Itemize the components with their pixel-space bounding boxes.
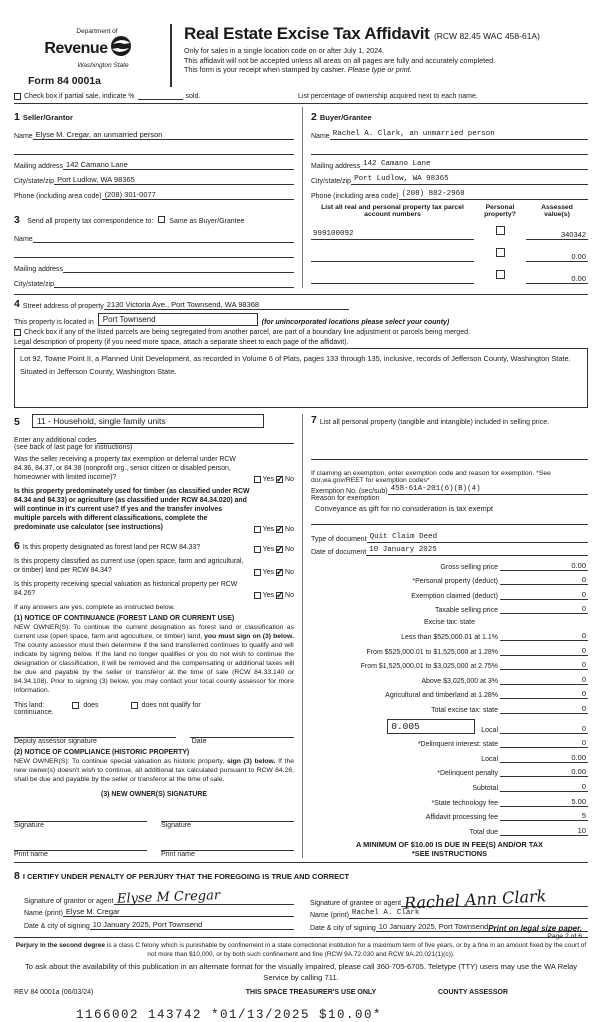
- parcel-number-field[interactable]: [311, 274, 474, 284]
- personal-property-heading: List all personal property (tangible and intangible) included in selling price.: [319, 419, 550, 426]
- q-predominate-no-checkbox[interactable]: [276, 526, 283, 533]
- legal-description-label: Legal description of property (if you need more space, attach a separate sheet to each page of the affidavit).: [14, 339, 349, 346]
- same-as-buyer-checkbox[interactable]: [158, 216, 165, 223]
- deputy-assessor-signature-field[interactable]: [14, 728, 176, 738]
- buyer-column: [302, 107, 588, 288]
- tier1-label: Less than $525,000.01 at 1.1%: [401, 633, 498, 641]
- assessed-value-field[interactable]: 0.00: [526, 252, 588, 262]
- buyer-mailing-label: Mailing address: [311, 163, 361, 170]
- form-number: Form 84 0001a: [28, 75, 101, 87]
- located-in-select[interactable]: Port Townsend: [98, 313, 258, 326]
- additional-codes-label: Enter any additional codes: [14, 437, 97, 444]
- buyer-city-field[interactable]: Port Ludlow, WA 98365: [351, 175, 588, 185]
- buyer-heading: Buyer/Grantee: [319, 113, 372, 122]
- section-4-number: 4: [14, 298, 20, 310]
- reason-for-exemption-label: Reason for exemption: [311, 495, 380, 502]
- revenue-wordmark: Revenue: [44, 39, 108, 57]
- agri-timber-value[interactable]: 0: [500, 689, 588, 699]
- total-excise-state-value[interactable]: 0: [500, 704, 588, 714]
- treasurer-use-label: THIS SPACE TREASURER'S USE ONLY: [245, 989, 377, 997]
- notice-compliance-title: (2) NOTICE OF COMPLIANCE (HISTORIC PROPERTY): [14, 749, 190, 757]
- tier4-value[interactable]: 0: [500, 675, 588, 685]
- no-label: No: [285, 546, 294, 554]
- same-as-buyer-label: Same as Buyer/Grantee: [169, 218, 245, 225]
- grantor-printname-field[interactable]: Elyse M. Cregar: [63, 907, 294, 917]
- current-use-question: Is this property classified as current use (open space, farm and agricultural, or timber) land per RCW 84.34?: [14, 558, 244, 575]
- exemption-deduct-label: Exemption claimed (deduct): [411, 592, 498, 600]
- taxable-price-value[interactable]: 0: [500, 604, 588, 614]
- parcel-table-header: List all real and personal property tax parcel account numbers Personal property? Assessed value(s): [321, 204, 573, 218]
- parcel-number-field[interactable]: 999100092: [311, 230, 474, 240]
- section-3-number: 3: [14, 214, 20, 226]
- no-label: No: [285, 569, 294, 577]
- section-6-number: 6: [14, 539, 20, 552]
- header-divider: [170, 24, 172, 87]
- notice-compliance-body: NEW OWNER(S): To continue special valuation as historic property, sign (3) below. If the new owner(s) doesn't wish to continue, all additional tax calculated pursuant to RCW 84.26, shall be due and payable by the seller or transferor at the time of sale.: [14, 758, 294, 783]
- located-in-note: (for unincorporated locations please select your county): [261, 319, 450, 326]
- print-name-label: Print name: [14, 850, 48, 858]
- q-historic-yes-checkbox[interactable]: [254, 592, 261, 599]
- local-rate-field[interactable]: 0.005: [387, 719, 475, 734]
- rev-form-code: REV 84 0001a (06/03/24): [14, 989, 94, 997]
- buyer-name2-field[interactable]: [311, 145, 588, 155]
- this-land-label: This land:: [14, 702, 45, 710]
- ownership-percent-note: List percentage of ownership acquired next to each name.: [298, 93, 478, 100]
- notice-continuance-title: (1) NOTICE OF CONTINUANCE (FOREST LAND OR CURRENT USE): [14, 615, 235, 623]
- exemption-deduct-value[interactable]: 0: [500, 590, 588, 600]
- delinq-interest-state-value[interactable]: 0: [500, 738, 588, 748]
- yes-label: Yes: [262, 592, 275, 600]
- grantee-printname-label: Name (print): [310, 911, 349, 919]
- seller-mailing-field[interactable]: 142 Camano Lane: [63, 160, 294, 170]
- corr-name2-field[interactable]: [14, 248, 294, 258]
- total-due-value[interactable]: 10: [500, 826, 588, 836]
- personal-deduct-value[interactable]: 0: [500, 575, 588, 585]
- total-due-label: Total due: [469, 828, 498, 836]
- yes-label: Yes: [262, 546, 275, 554]
- does-not-label: does not qualify for: [141, 702, 201, 710]
- seller-heading: Seller/Grantor: [22, 113, 73, 122]
- partial-sale-label: Check box if partial sale, indicate %: [24, 93, 135, 100]
- dor-logo-block: [14, 24, 162, 87]
- new-owner-signature-title: (3) NEW OWNER(S) SIGNATURE: [101, 790, 207, 798]
- corr-city-label: City/state/zip: [14, 281, 55, 288]
- buyer-name-field[interactable]: Rachel A. Clark, an unmarried person: [330, 130, 588, 140]
- delinq-interest-state-label: *Delinquent interest: state: [417, 741, 498, 749]
- local-label: Local: [481, 726, 498, 734]
- street-address-label: Street address of property: [22, 303, 104, 310]
- taxable-price-label: Taxable selling price: [434, 607, 498, 615]
- tier3-label: From $1,525,000.01 to $3,025,000 at 2.75%: [360, 663, 498, 671]
- corr-mailing-field[interactable]: [63, 263, 294, 273]
- treasurer-stamp: 1166002 143742 *01/13/2025 $10.00*: [76, 1008, 383, 1022]
- buyer-mailing-field[interactable]: 142 Camano Lane: [360, 160, 588, 170]
- signature-label: Signature: [161, 821, 191, 829]
- section-2-number: 2: [311, 111, 317, 123]
- historic-property-question: Is this property receiving special valuation as historical property per RCW 84.26?: [14, 581, 238, 598]
- form-header: [14, 24, 588, 87]
- page-number: Page 2 of 6: [547, 933, 582, 940]
- parcel-row: [311, 266, 588, 284]
- certification-block: [14, 866, 588, 932]
- exemption-deferral-question: Was the seller receiving a property tax exemption or deferral under RCW 84.36, 84.37, or 84.38 (nonprofit org., senior citizen or disabled person, homeowner with limited income)?: [14, 456, 236, 481]
- q-forest-yes-checkbox[interactable]: [254, 546, 261, 553]
- signature-label: Signature: [14, 821, 44, 829]
- doc-date-field[interactable]: 10 January 2025: [366, 546, 588, 556]
- seller-mailing-label: Mailing address: [14, 163, 64, 170]
- q-exemption-yes-checkbox[interactable]: [254, 476, 261, 483]
- segregated-checkbox[interactable]: [14, 329, 21, 336]
- located-in-label: This property is located in: [14, 319, 94, 326]
- seller-name2-field[interactable]: [14, 145, 294, 155]
- certification-heading: I CERTIFY UNDER PENALTY OF PERJURY THAT THE FOREGOING IS TRUE AND CORRECT: [22, 871, 350, 881]
- yes-label: Yes: [262, 525, 275, 533]
- section4-block: [14, 298, 588, 408]
- grantor-date-label: Date & city of signing: [24, 922, 90, 930]
- grantee-signature-handwriting: Rachel Ann Clark: [403, 886, 547, 913]
- buyer-phone-label: Phone (including area code): [311, 193, 399, 200]
- section-8-number: 8: [14, 869, 20, 882]
- q-forest-no-checkbox[interactable]: [276, 546, 283, 553]
- processing-fee-value[interactable]: 5: [500, 811, 588, 821]
- new-owner-printname-field-1[interactable]: [14, 841, 147, 851]
- continuance-label: continuance.: [14, 709, 54, 717]
- see-instructions-note: *SEE INSTRUCTIONS: [411, 848, 488, 858]
- washington-state-label: Washington State: [77, 62, 129, 69]
- excise-tax-state-heading: Excise tax: state: [424, 619, 475, 627]
- doc-type-label: Type of document: [311, 536, 367, 543]
- segregated-label: Check box if any of the listed parcels are being segregated from another parcel, are part of a boundary line adjustment or parcels being merged.: [24, 329, 470, 336]
- exemption-no-field[interactable]: 458-61A-201(6)(B)(4): [388, 485, 588, 495]
- predominate-use-question: Is this property predominately used for timber (as classified under RCW 84.34 and 84.33) or agriculture (as classified under RCW 84.34.020) and will continue in it's current use? If yes and the transfer involves multiple parcels with different classifications, complete the predominate use calculator (see instructions): [14, 487, 250, 531]
- does-label: does: [83, 702, 99, 710]
- buyer-phone-field[interactable]: (208) 882-2968: [399, 190, 588, 200]
- exemption-intro: If claiming an exemption, enter exemption code and reason for exemption. *See dor.wa.gov/REET for exemption codes*: [311, 470, 551, 484]
- grantee-date-field[interactable]: 10 January 2025, Port Townsend: [376, 922, 588, 932]
- new-owner-signature-field-1[interactable]: [14, 812, 147, 822]
- delinq-interest-local-label: Local: [481, 755, 498, 763]
- assessed-value-field[interactable]: 0.00: [526, 274, 588, 284]
- subtotal-value[interactable]: 0: [500, 782, 588, 792]
- street-address-field[interactable]: 2130 Victoria Ave., Port Townsend, WA 98368: [104, 300, 349, 310]
- section3-heading: Send all property tax correspondence to:: [27, 218, 154, 225]
- reason-for-exemption-field[interactable]: Conveyance as gift for no consideration is tax exempt: [315, 504, 494, 513]
- section-1-number: 1: [14, 111, 20, 123]
- grantor-signature-handwriting: Elyse M Cregar: [116, 888, 220, 907]
- q-historic-no-checkbox[interactable]: [276, 592, 283, 599]
- delinq-penalty-label: *Delinquent penalty: [437, 770, 498, 778]
- corr-mailing-label: Mailing address: [14, 266, 64, 273]
- additional-codes-note: (see back of last page for instructions): [14, 444, 133, 451]
- seller-column: [14, 107, 302, 288]
- partial-sale-checkbox[interactable]: [14, 93, 21, 100]
- tier2-label: From $525,000.01 to $1,525,000 at 1.28%: [366, 648, 498, 656]
- print-name-label: Print name: [161, 850, 195, 858]
- parcel-row: [311, 244, 588, 262]
- parcel-number-field[interactable]: [311, 252, 474, 262]
- state-tech-fee-value[interactable]: 5.00: [500, 797, 588, 807]
- grantor-signature-label: Signature of grantor or agent: [24, 897, 114, 905]
- q-currentuse-yes-checkbox[interactable]: [254, 569, 261, 576]
- grantee-signature-field[interactable]: [401, 886, 588, 913]
- personal-deduct-label: *Personal property (deduct): [412, 578, 498, 586]
- tier2-value[interactable]: 0: [500, 646, 588, 656]
- seller-phone-field[interactable]: (208) 301-0077: [102, 190, 294, 200]
- subtotal-label: Subtotal: [472, 784, 498, 792]
- grantee-signature-label: Signature of grantee or agent: [310, 899, 402, 907]
- agri-timber-label: Agricultural and timberland at 1.28%: [385, 692, 498, 700]
- assessed-value-field[interactable]: 340342: [526, 230, 588, 240]
- grantee-printname-field[interactable]: Rachel A. Clark: [349, 909, 588, 919]
- tier4-label: Above $3,025,000 at 3%: [421, 677, 498, 685]
- deputy-assessor-label: Deputy assessor signature: [14, 738, 97, 746]
- new-owner-signature-field-2[interactable]: [161, 812, 294, 822]
- tier3-value[interactable]: 0: [500, 660, 588, 670]
- form-title: Real Estate Excise Tax Affidavit (RCW 82.45 WAC 458-61A): [184, 24, 540, 43]
- parcel-row: [311, 222, 588, 240]
- buyer-name-label: Name: [311, 133, 330, 140]
- revenue-logo-icon: [110, 35, 132, 62]
- forest-land-question: Is this property designated as forest land per RCW 84.33?: [22, 543, 201, 551]
- state-tech-fee-label: *State technology fee: [431, 799, 498, 807]
- date-label: Date: [191, 738, 207, 746]
- grantee-date-label: Date & city of signing: [310, 924, 376, 932]
- corr-name-label: Name: [14, 236, 33, 243]
- personal-property-checkbox[interactable]: [496, 270, 505, 279]
- print-legal-note: Print on legal size paper.: [488, 924, 582, 933]
- use-classification-column: [14, 414, 302, 858]
- no-label: No: [285, 592, 294, 600]
- perjury-statement: Perjury in the second degree is a class C felony which is punishable by confinement in a state correctional institution for a maximum term of five years, or by a fine in an amount fixed by the court of not more than $10,000, or by both such confinement and fine (RCW 9A.72.030 and RCW 9A.20.021(1)(c)).: [15, 941, 587, 959]
- minimum-due-note: A MINIMUM OF $10.00 IS DUE IN FEE(S) AND/OR TAX: [356, 839, 543, 849]
- seller-name-label: Name: [14, 133, 33, 140]
- form-instructions: Only for sales in a single location code on or after July 1, 2024. This affidavit will not be accepted unless all areas on all pages are fully and accurately completed. This form is your receipt when stamped by cashier. Please type or print.: [184, 46, 496, 75]
- delinq-penalty-value[interactable]: 0.00: [500, 767, 588, 777]
- notice-continuance-body: NEW OWNER(S): To continue the current designation as forest land or classification as current use (open space, farm and agriculture, or timber) land, you must sign on (3) below. The county assessor must then determine if the land transferred continues to qualify and will indicate by signing below. If the land no longer qualifies or you do not wish to continue the designation or classification, it will be removed and the compensating or additional taxes will be due and payable by the seller or transferor at the time of sale (RCW 84.33.140 or 84.34.108). Prior to signing (3) below, you may contact your local county assessor for more information.: [14, 624, 294, 695]
- doc-date-label: Date of document: [311, 549, 367, 556]
- no-label: No: [285, 525, 294, 533]
- q-currentuse-no-checkbox[interactable]: [276, 569, 283, 576]
- county-assessor-label: COUNTY ASSESSOR: [438, 989, 509, 997]
- grantor-signature-field[interactable]: [114, 886, 294, 905]
- if-yes-note: If any answers are yes, complete as instructed below.: [14, 604, 175, 612]
- seller-phone-label: Phone (including area code): [14, 193, 102, 200]
- gross-price-label: Gross selling price: [440, 563, 498, 571]
- yes-label: Yes: [262, 475, 275, 483]
- tax-column: [302, 414, 588, 858]
- land-use-code-field[interactable]: 11 - Household, single family units: [32, 414, 264, 428]
- partial-sale-suffix: sold.: [185, 93, 201, 100]
- local-tax-value[interactable]: 0: [500, 724, 588, 734]
- seller-city-field[interactable]: Port Ludlow, WA 98365: [54, 175, 294, 185]
- doc-type-field[interactable]: Quit Claim Deed: [367, 533, 588, 543]
- section-7-number: 7: [311, 414, 317, 426]
- reason-extra-line[interactable]: [311, 515, 588, 525]
- additional-codes-field[interactable]: [97, 434, 295, 444]
- q-exemption-no-checkbox[interactable]: [276, 476, 283, 483]
- gross-price-value[interactable]: 0.00: [500, 561, 588, 571]
- no-label: No: [285, 475, 294, 483]
- buyer-city-label: City/state/zip: [311, 178, 352, 185]
- legal-description-field[interactable]: Lot 92, Towne Point II, a Planned Unit Development, as recorded in Volume 6 of Plats, pages 133 through 135, inclusive, records of Jefferson County, Washington State. Situated in Jefferson County, Washington State.: [14, 348, 588, 408]
- personal-property-list-field[interactable]: [311, 450, 588, 460]
- grantor-date-field[interactable]: 10 January 2025, Port Townsend: [90, 920, 294, 930]
- exemption-no-label: Exemption No. (sec/sub): [311, 488, 388, 495]
- accessibility-statement: To ask about the availability of this publication in an alternate format for the visually impaired, please call 360-705-6705. Teletype (TTY) users may use the WA Relay Service by calling 711.: [24, 962, 578, 982]
- grantor-printname-label: Name (print): [24, 909, 63, 917]
- delinq-interest-local-value[interactable]: 0.00: [500, 753, 588, 763]
- processing-fee-label: Affidavit processing fee: [425, 814, 498, 822]
- land-does-checkbox[interactable]: [72, 702, 79, 709]
- section-5-number: 5: [14, 416, 20, 428]
- corr-city-field[interactable]: [54, 278, 294, 288]
- yes-label: Yes: [262, 569, 275, 577]
- deputy-date-field[interactable]: [190, 728, 294, 738]
- partial-sale-percent-field[interactable]: [138, 99, 183, 100]
- personal-property-checkbox[interactable]: [496, 248, 505, 257]
- corr-name-field[interactable]: [33, 233, 294, 243]
- form-title-rcw: (RCW 82.45 WAC 458-61A): [433, 31, 540, 41]
- land-does-not-checkbox[interactable]: [131, 702, 138, 709]
- total-excise-state-label: Total excise tax: state: [431, 706, 498, 714]
- q-predominate-yes-checkbox[interactable]: [254, 526, 261, 533]
- seller-name-field[interactable]: Elyse M. Cregar, an unmarried person: [33, 130, 294, 140]
- new-owner-printname-field-2[interactable]: [161, 841, 294, 851]
- personal-property-checkbox[interactable]: [496, 226, 505, 235]
- seller-city-label: City/state/zip: [14, 178, 55, 185]
- dept-of-label: Department of: [76, 28, 118, 35]
- tier1-value[interactable]: 0: [500, 631, 588, 641]
